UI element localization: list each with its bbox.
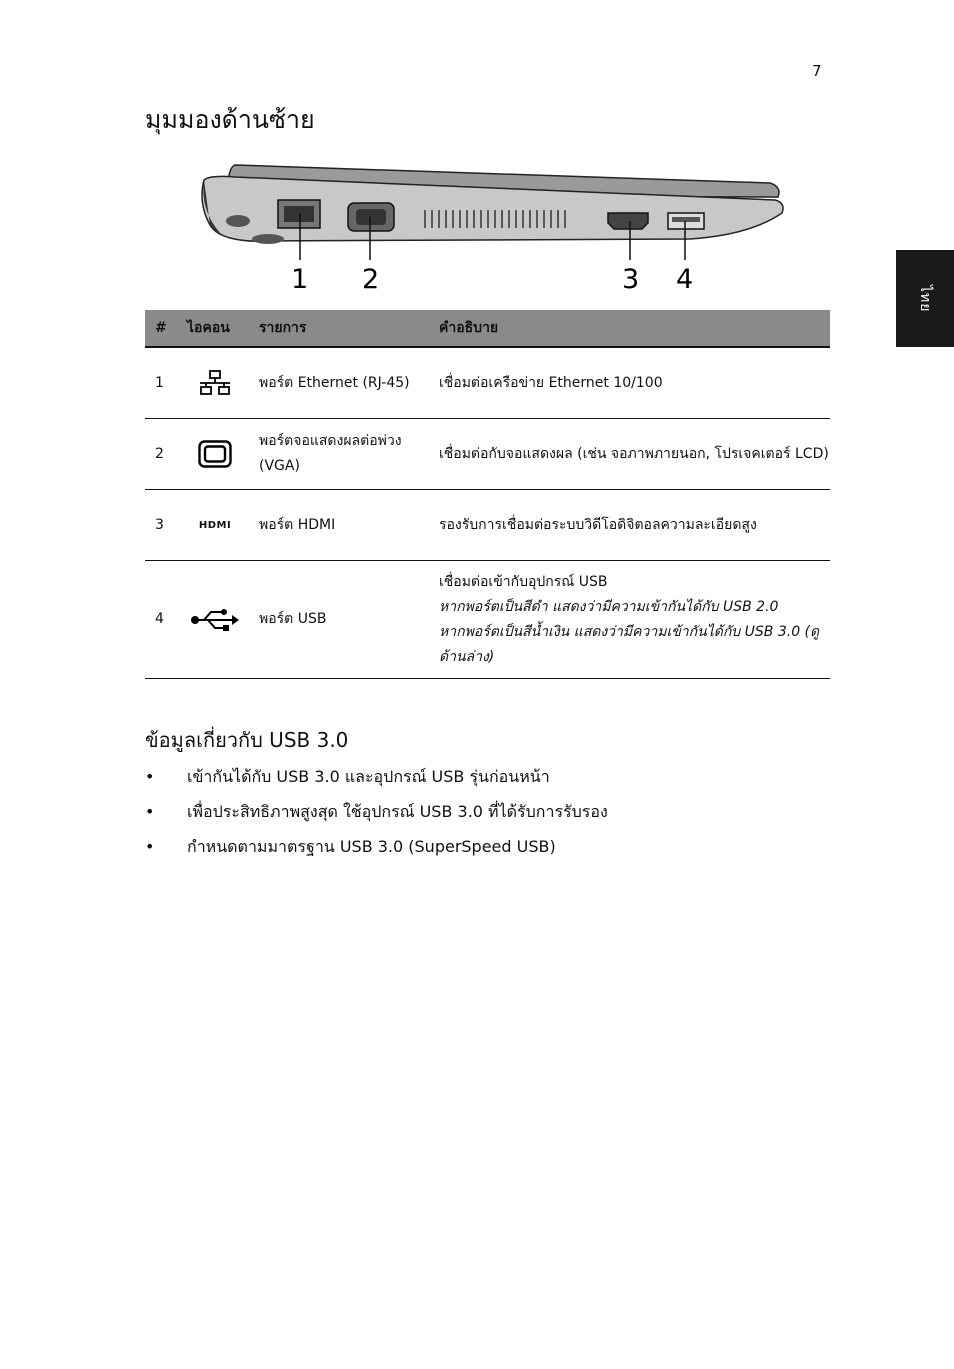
callout-2: 2 bbox=[362, 264, 380, 295]
row-item: พอร์ตจอแสดงผลต่อพ่วง (VGA) bbox=[249, 419, 429, 490]
row-description: เชื่อมต่อเข้ากับอุปกรณ์ USB bbox=[439, 573, 608, 590]
row-item: พอร์ต Ethernet (RJ-45) bbox=[249, 347, 429, 419]
language-tab-label: ไทย bbox=[917, 284, 933, 313]
hdmi-icon: HDMI bbox=[198, 519, 232, 531]
callout-1: 1 bbox=[291, 264, 309, 295]
language-tab bbox=[896, 250, 954, 347]
hdmi-port-illustration bbox=[608, 213, 648, 229]
list-item-text: เข้ากันได้กับ USB 3.0 และอุปกรณ์ USB รุ่นก่อนหน้า bbox=[187, 767, 550, 786]
table-row bbox=[145, 561, 830, 679]
list-item bbox=[145, 832, 608, 867]
list-item bbox=[145, 762, 608, 797]
header-icon: ไอคอน bbox=[177, 310, 249, 347]
usb-note-black: หากพอร์ตเป็นสีดำ แสดงว่ามีความเข้ากันได้กับ USB 2.0 bbox=[439, 598, 779, 615]
ports-table bbox=[145, 310, 830, 679]
row-number: 3 bbox=[145, 490, 177, 561]
usb-note-blue: หากพอร์ตเป็นสีน้ำเงิน แสดงว่ามีความเข้ากันได้กับ USB 3.0 (ดูด้านล่าง) bbox=[439, 623, 820, 665]
header-item: รายการ bbox=[249, 310, 429, 347]
ethernet-icon bbox=[198, 370, 232, 396]
bullet: • bbox=[145, 802, 155, 821]
usb-info-list bbox=[145, 762, 608, 867]
row-item: พอร์ต USB bbox=[249, 561, 429, 679]
callout-3: 3 bbox=[622, 264, 640, 295]
table-row bbox=[145, 419, 830, 490]
bullet: • bbox=[145, 837, 155, 856]
row-number: 1 bbox=[145, 347, 177, 419]
list-item bbox=[145, 797, 608, 832]
table-row bbox=[145, 347, 830, 419]
bullet: • bbox=[145, 767, 155, 786]
row-number: 2 bbox=[145, 419, 177, 490]
row-item: พอร์ต HDMI bbox=[249, 490, 429, 561]
usb-section-title: ข้อมูลเกี่ยวกับ USB 3.0 bbox=[145, 728, 349, 752]
vga-icon bbox=[198, 440, 232, 468]
row-description: รองรับการเชื่อมต่อระบบวิดีโอดิจิตอลความละเอียดสูง bbox=[429, 490, 830, 561]
list-item-text: กำหนดตามมาตรฐาน USB 3.0 (SuperSpeed USB) bbox=[187, 837, 556, 856]
table-row bbox=[145, 490, 830, 561]
callout-4: 4 bbox=[676, 264, 694, 295]
section-title: มุมมองด้านซ้าย bbox=[145, 105, 315, 134]
usb-icon bbox=[190, 608, 240, 632]
row-number: 4 bbox=[145, 561, 177, 679]
page-number: 7 bbox=[812, 62, 822, 80]
row-description: เชื่อมต่อกับจอแสดงผล (เช่น จอภาพภายนอก, โปรเจคเตอร์ LCD) bbox=[429, 419, 830, 490]
list-item-text: เพื่อประสิทธิภาพสูงสุด ใช้อุปกรณ์ USB 3.0 ที่ได้รับการรับรอง bbox=[187, 802, 608, 821]
row-description: เชื่อมต่อเครือข่าย Ethernet 10/100 bbox=[429, 347, 830, 419]
header-number: # bbox=[145, 310, 177, 347]
header-description: คำอธิบาย bbox=[429, 310, 830, 347]
laptop-left-side-figure bbox=[190, 155, 790, 295]
table-header-row bbox=[145, 310, 830, 347]
